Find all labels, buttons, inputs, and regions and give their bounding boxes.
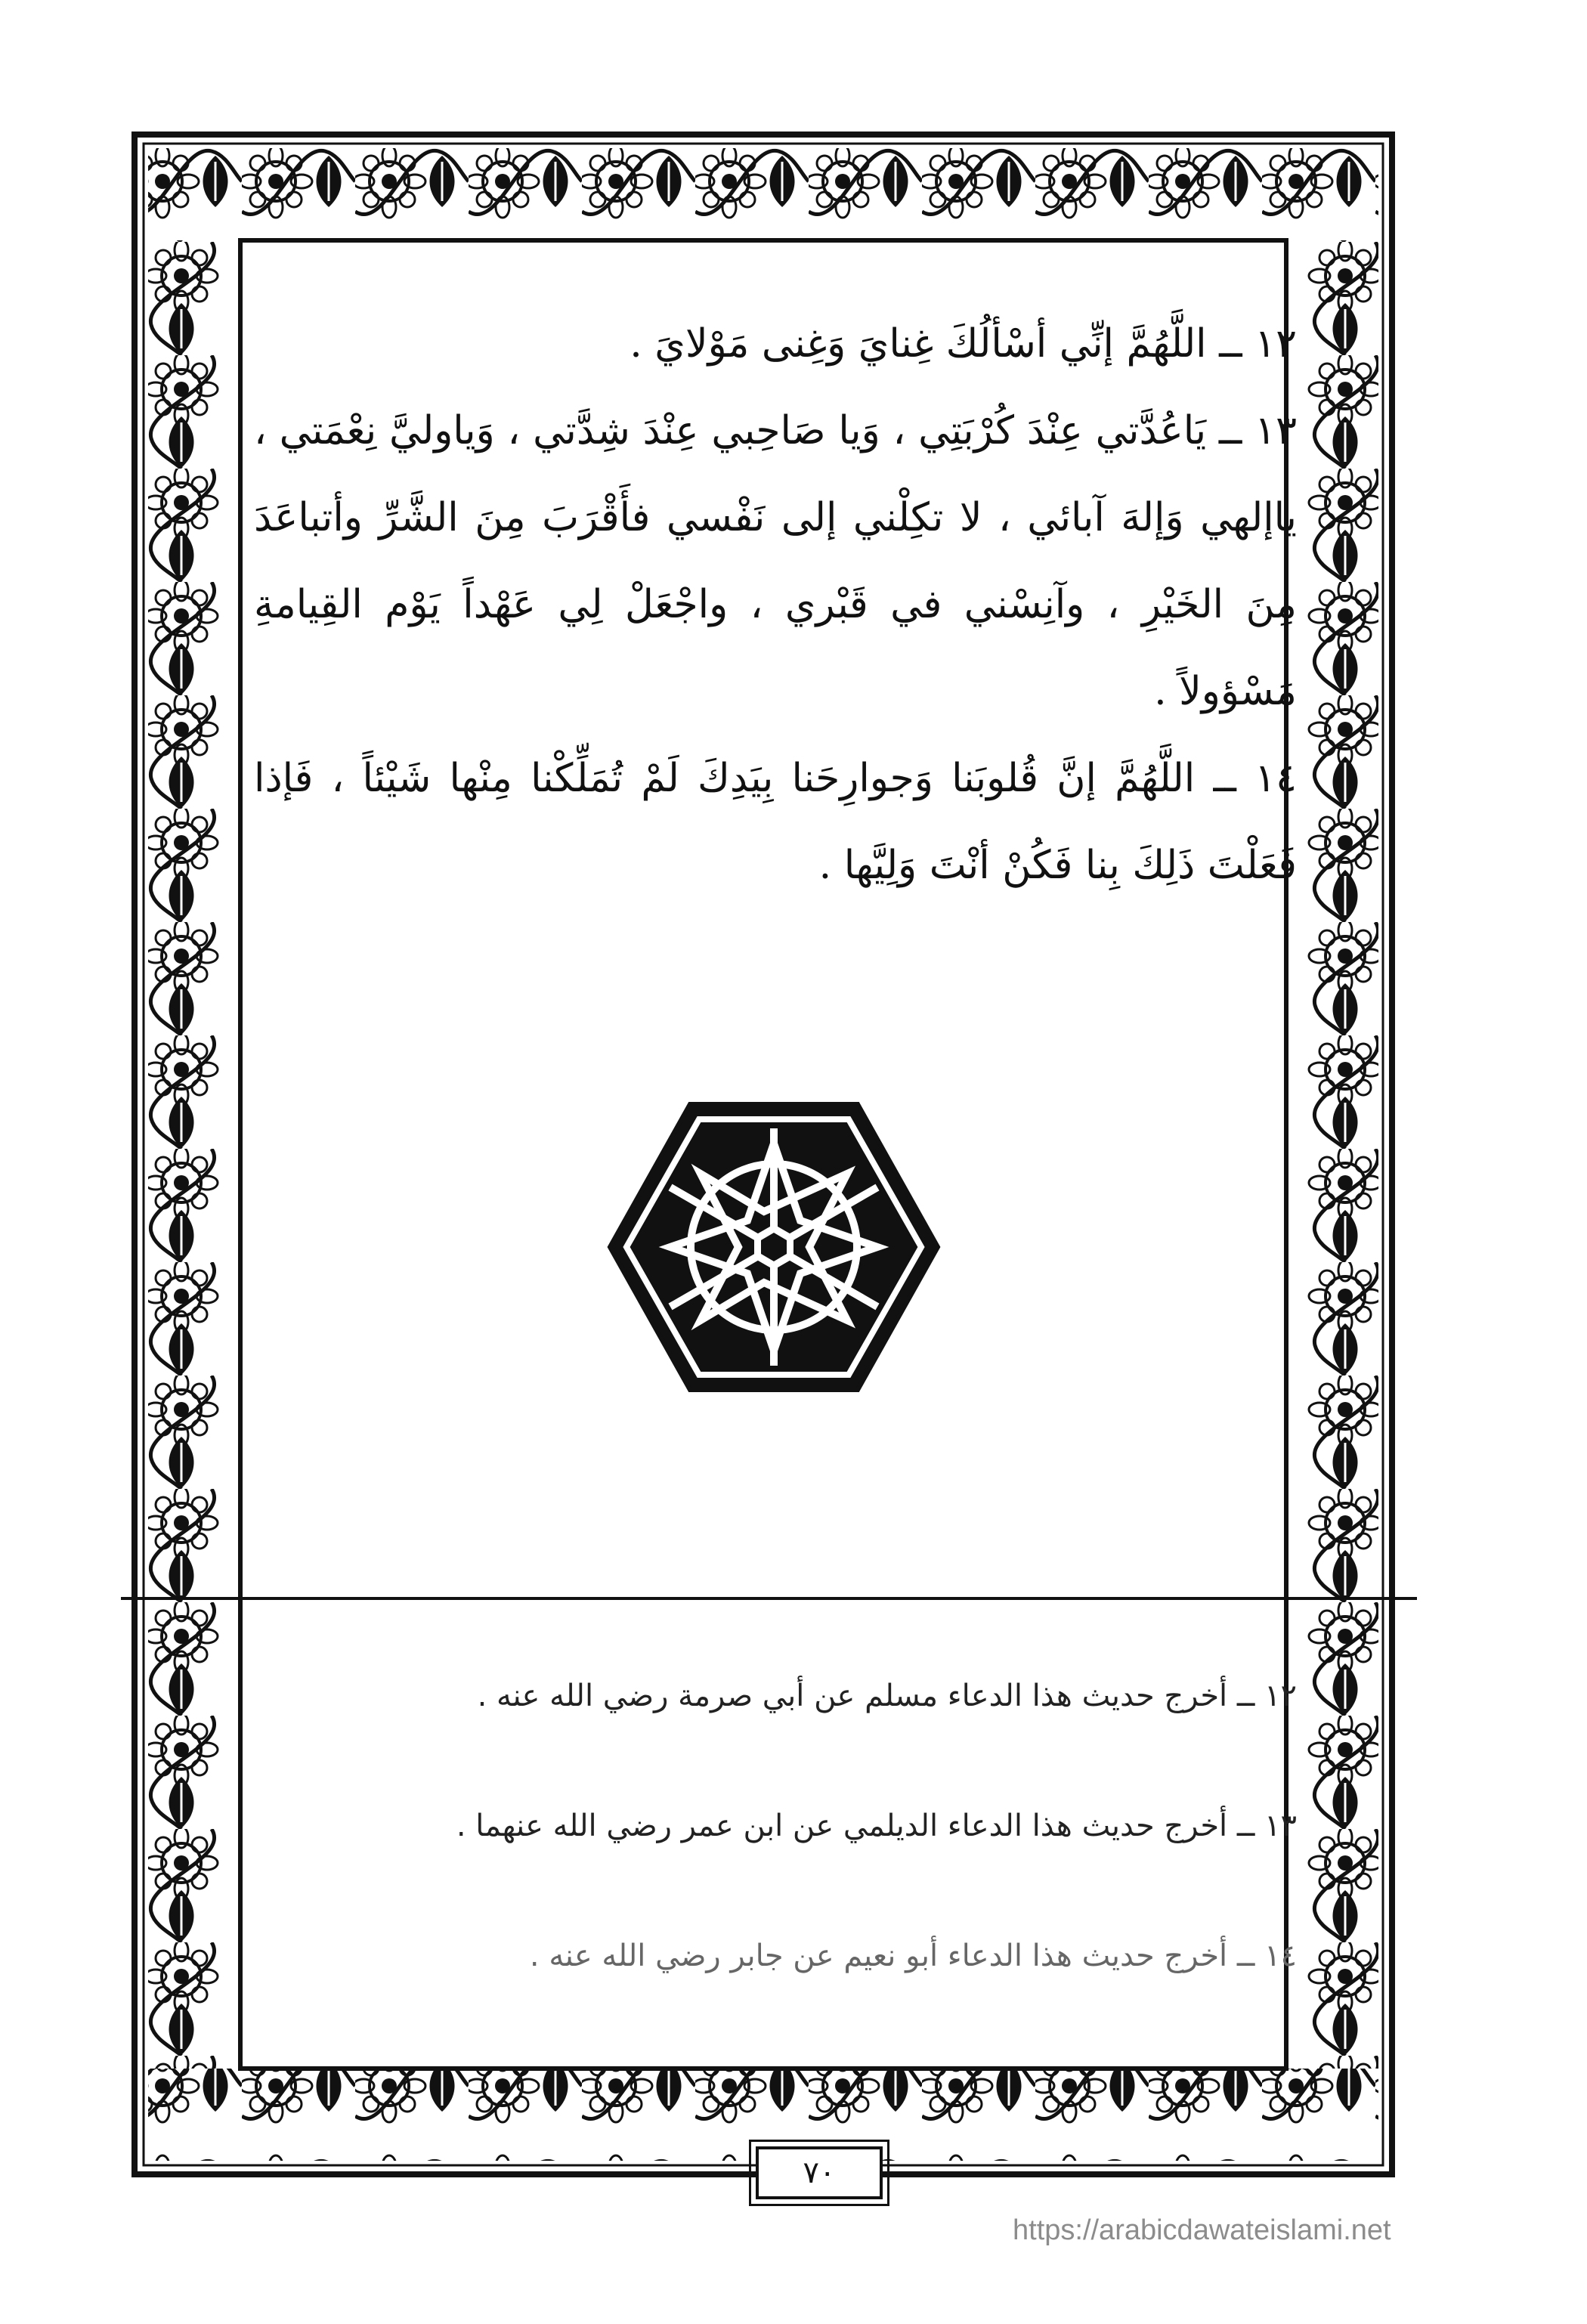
supplication-13: ١٣ ــ يَاعُدَّتي عِنْدَ كُرْبَتِي ، وَيا صَاحِبي عِنْدَ شِدَّتي ، وَياوليَّ نِعْمَتي ، ياإلهي وَإلهَ آبائي ، لا تكِلْني إلى نَفْسي فأَقْرَبَ مِنَ الشَّرِّ وأتباعَدَ مِنَ الخَيْرِ ، وآنِسْني في قَبْري ، واجْعَلْ لِي عَهْداً يَوْم القِيامةِ مَسْؤولاً . [254,408,1297,714]
content-panel [240,240,1297,2069]
hexagonal-star-ornament-icon [605,1098,942,1396]
supplication-text [254,301,1297,909]
page-number-label: ٧٠ [803,2155,836,2190]
footnotes [254,1654,1297,2044]
watermark-url: https://arabicdawateislami.net [1013,2214,1391,2246]
footnote-divider [121,1597,1417,1600]
supplication-14: ١٤ ــ اللَّهُمَّ إنَّ قُلوبَنا وَجوارِحَنا بِيَدِكَ لَمْ تُمَلِّكْنا مِنْها شَيْئاً ، فَإذا فَعَلْتَ ذَلِكَ بِنا فَكُنْ أنْتَ وَلِيَّها . [254,756,1297,888]
supplication-12: ١٢ ــ اللَّهُمَّ إنِّي أسْألُكَ غِنايَ وَغِنى مَوْلايَ . [630,321,1297,367]
footnote-14: ١٤ ــ أخرج حديث هذا الدعاء أبو نعيم عن جابر رضي الله عنه . [529,1939,1297,1973]
footnote-13: ١٣ ــ أخرج حديث هذا الدعاء الديلمي عن ابن عمر رضي الله عنهما . [456,1809,1297,1843]
page-number [756,2146,883,2199]
footnote-12: ١٢ ــ أخرج حديث هذا الدعاء مسلم عن أبي صرمة رضي الله عنه . [477,1679,1297,1713]
